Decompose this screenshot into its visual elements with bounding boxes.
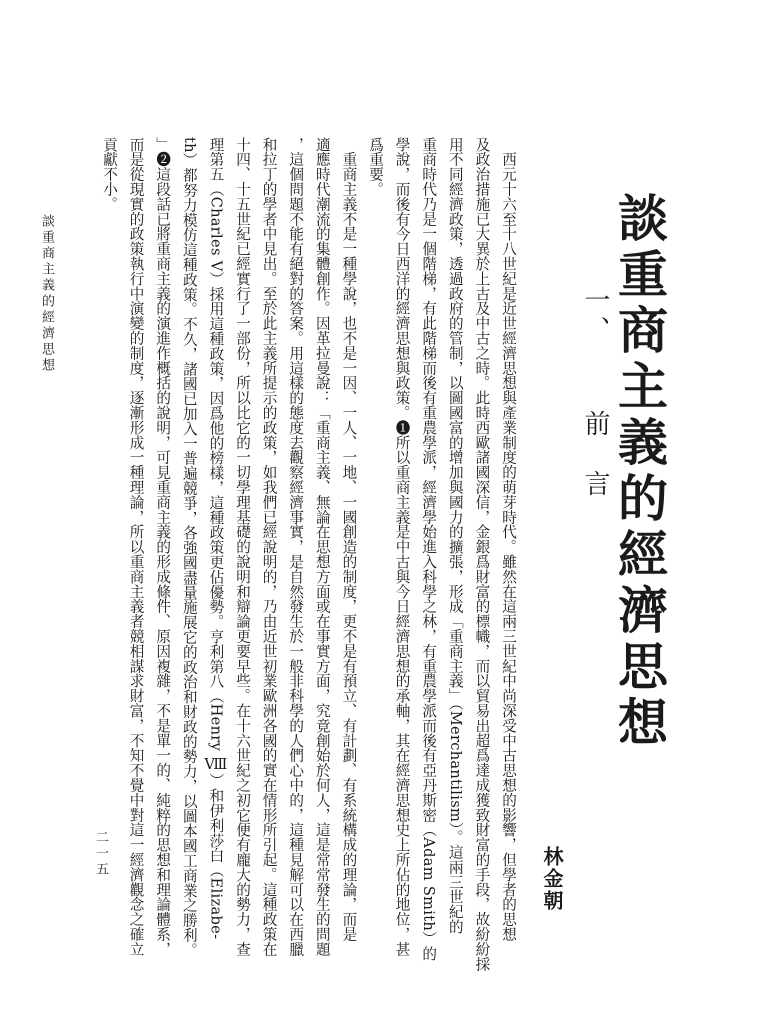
page-number: 二一五 — [93, 830, 108, 878]
body-line: 學說，而後有今日西洋的經濟思想與政策。❶所以重商主義是中古與今日經濟思想的承軸，其在經濟思想史上所佔的地位，甚 — [393, 137, 411, 957]
body-line: ，這個問題不能有絕對的答案。用這樣的態度去觀察經濟事實，是自然發生於一般非科學的人們心中的，這種見解可以在西臘 — [287, 137, 305, 957]
body-line: 及政治措施已大異於上古及中古之時。此時西歐諸國深信，金銀爲財富的標幟，而以貿易出超爲達成獲致財富的手段，故紛紛採 — [473, 137, 491, 972]
body-line: 貢獻不小。 — [101, 137, 118, 212]
body-line: 而是從現實的政策執行中演變的制度，逐漸形成一種理論，所以重商主義者競相謀求財富，不知不覺中對這一經濟觀念之確立 — [127, 137, 145, 957]
body-line: 重商時代乃是一個階梯，有此階梯而後有重農學派，經濟學始進入科學之林，有重農學派而後有亞丹斯密（Adam Smith）的 — [420, 137, 438, 961]
body-line: 」❷這段話已將重商主義的演進作概括的說明，可見重商主義的形成條件、原因複雜，不是單一的、純粹的思想和理論體系， — [154, 137, 172, 957]
article-title: 談重商主義的經濟思想 — [610, 192, 669, 752]
body-line: 適應時代潮流的集體創作。因革拉曼說：「重商主義、無論在思想方面或在事實方面，究竟創始於何人，這是常常發生的問題 — [313, 137, 331, 957]
body-text — [90, 137, 517, 972]
running-head: 談重商主義的經濟思想 — [39, 214, 54, 374]
section-label: 前 言 — [580, 410, 610, 500]
body-line: 爲重要。 — [367, 137, 384, 197]
author-name: 林金朝 — [540, 846, 564, 912]
body-line: 西元十六至十八世紀是近世經濟思想與產業制度的萌芽時代。雖然在這兩三世紀中尚深受中古思想的影響，但學者的思想 — [500, 137, 517, 942]
section-number: 一、 — [580, 286, 610, 346]
body-line: 重商主義不是一種學說，也不是一因、一人、一地、一國創造的制度，更不是有預立、有計劃、有系統構成的理論，而是 — [340, 137, 358, 942]
body-line: 和拉丁的學者中見出。至於此主義所提示的政策，如我們已經說明的，乃由近世初業歐洲各國的實在情形所引起。這種政策在 — [260, 137, 278, 957]
section-heading — [582, 286, 608, 500]
body-line: 用不同經濟政策，透過政府的管制，以圖國富的增加與國力的擴張，形成「重商主義」（Merchantilism）。這兩三世紀的 — [446, 137, 464, 935]
body-line: th）都努力模仿這種政策。不久，諸國已加入一普遍競爭，各強國盡量施展它的政治和財政的勢力，以圖本國工商業之勝利。 — [180, 137, 198, 958]
body-line: 理第五（Charles V）採用這種政策，因爲他的榜樣，這種政策更佔優勢。亨利第八（Henry Ⅷ）和伊利莎白（Elizabe- — [207, 137, 225, 940]
body-line: 十四、十五世紀已經實行了一部份，所以比它的一切學理基礎的說明和辯論更要早些。在十六世紀之初它便有龐大的勢力，查 — [234, 137, 251, 957]
